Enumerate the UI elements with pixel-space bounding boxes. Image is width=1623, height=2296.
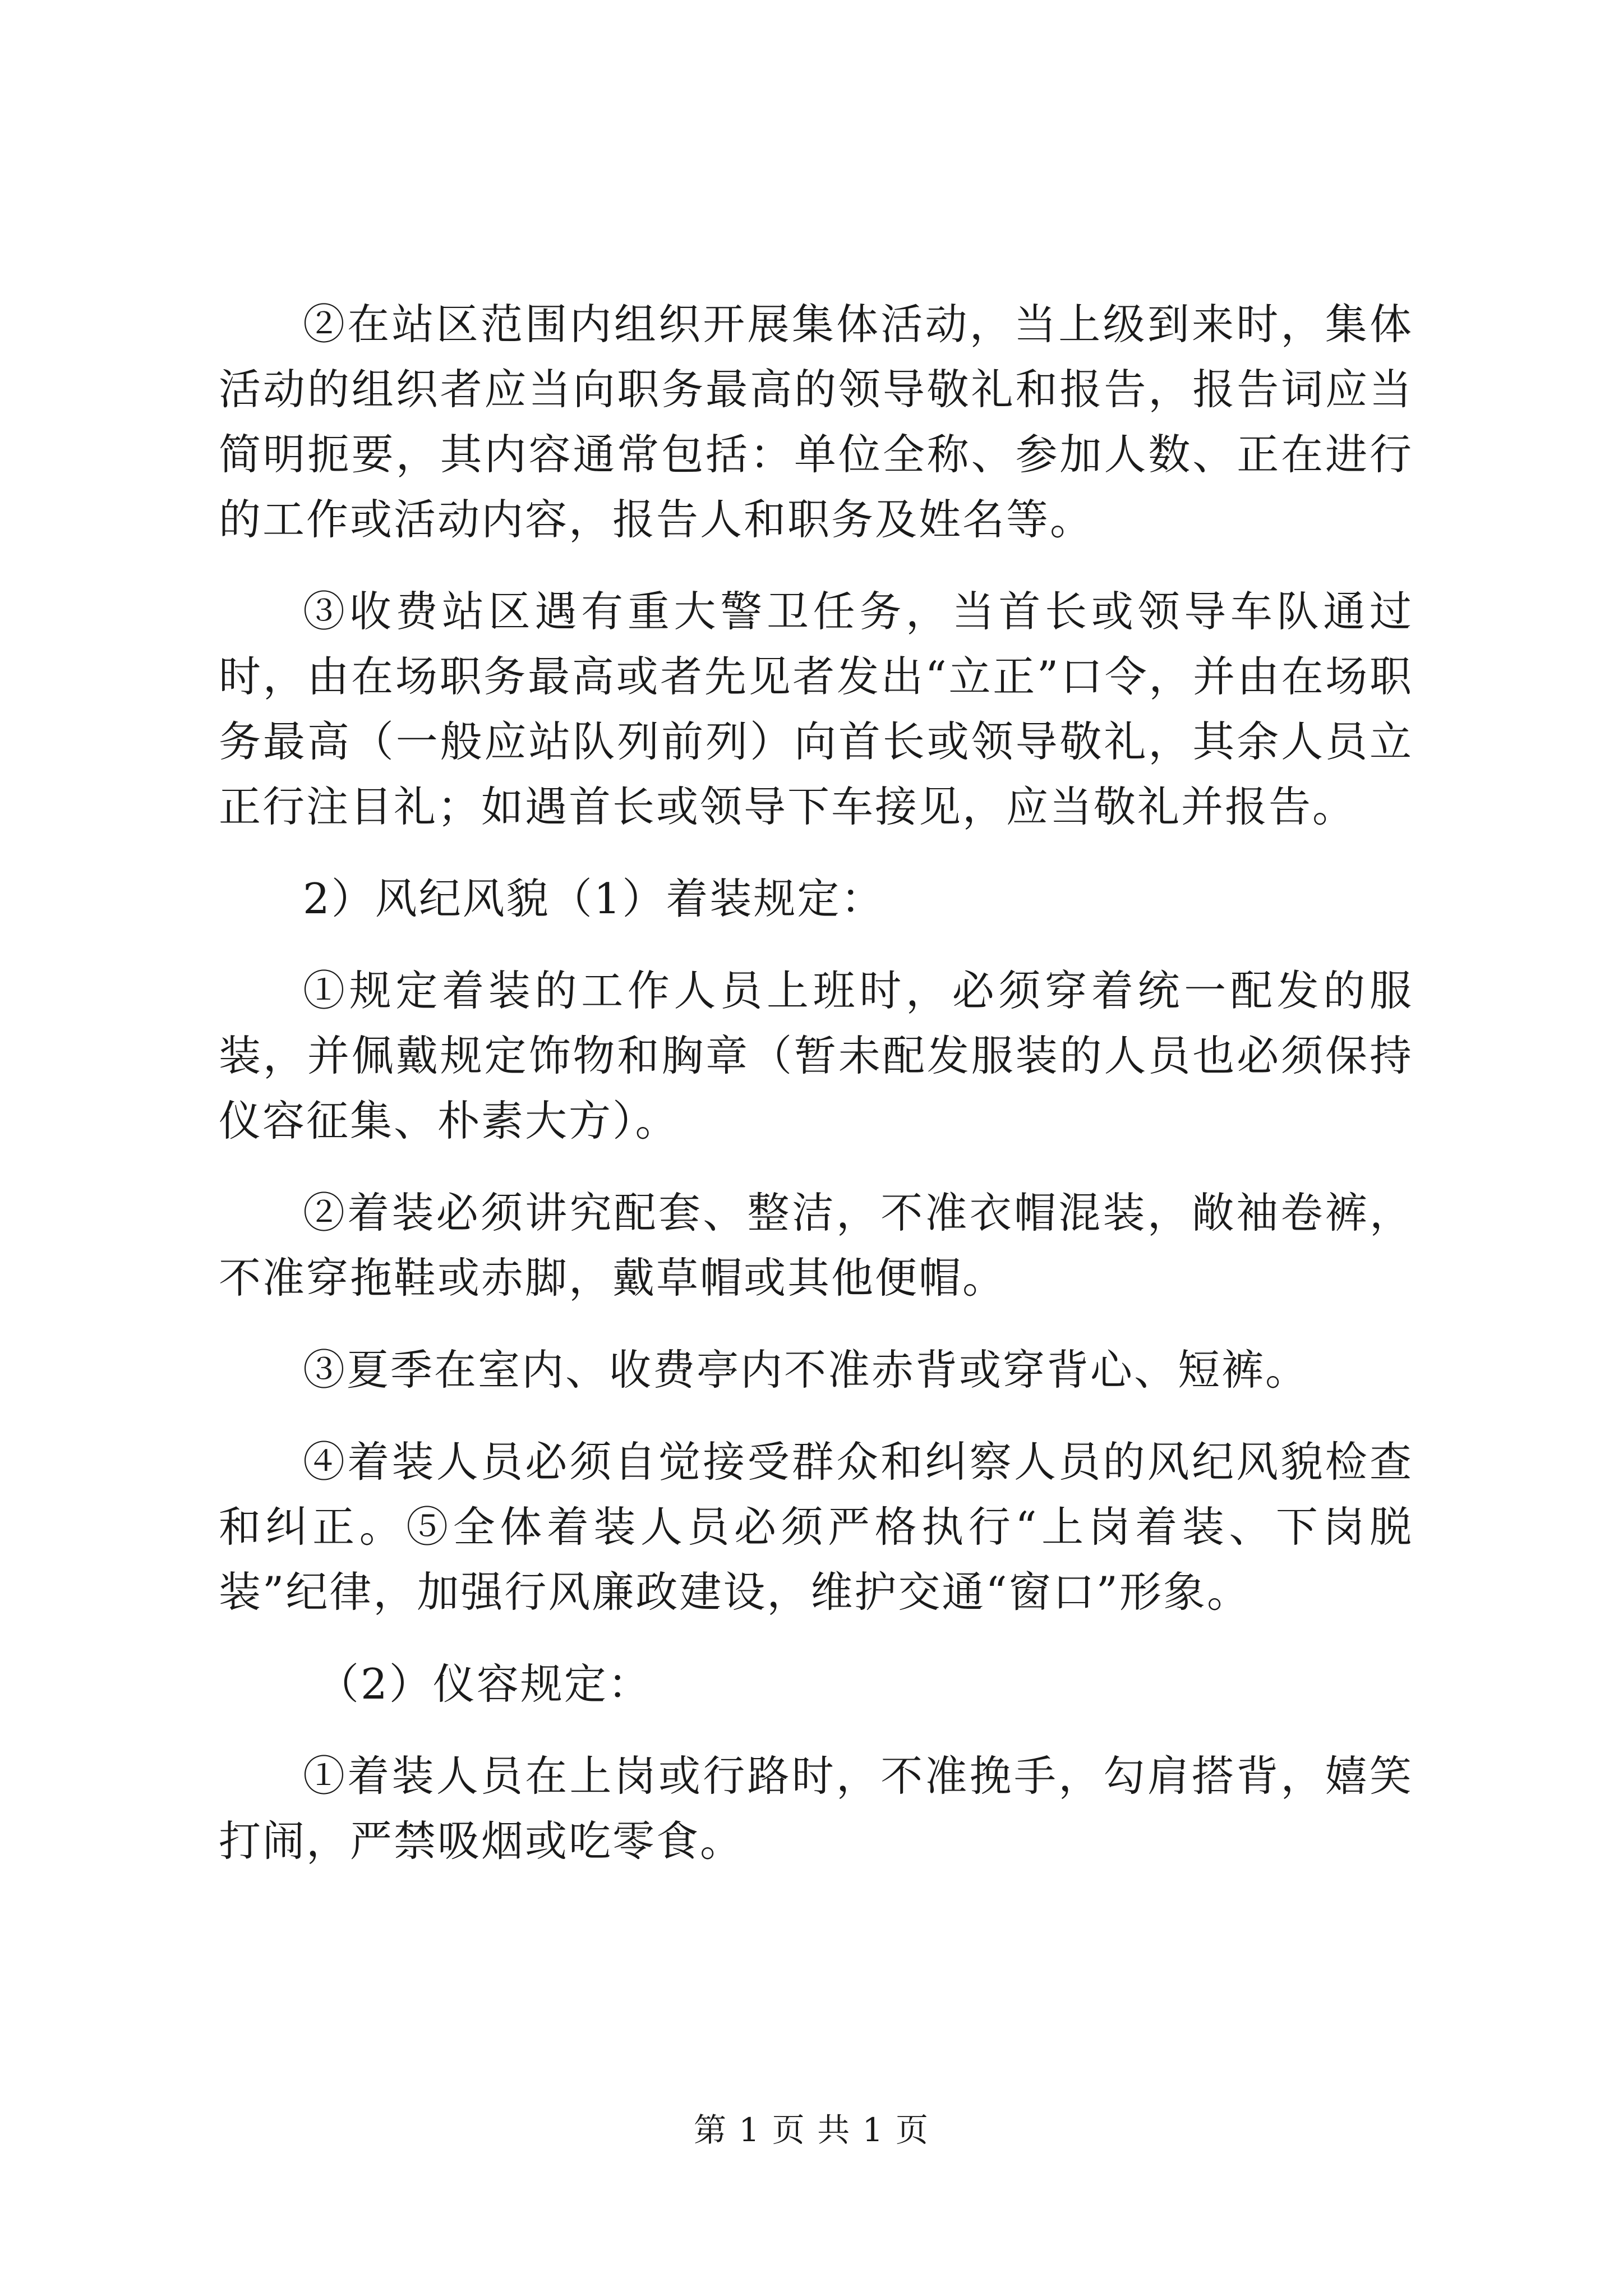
paragraph-inspection-discipline: ④着装人员必须自觉接受群众和纠察人员的风纪风貌检查和纠正。⑤全体着装人员必须严格执行“上岗着装、下岗脱装”纪律，加强行风廉政建设，维护交通“窗口”形象。 — [219, 1437, 1413, 1617]
paragraph-collective-activity-report: ②在站区范围内组织开展集体活动，当上级到来时，集体活动的组织者应当向职务最高的领导敬礼和报告，报告词应当简明扼要，其内容通常包括：单位全称、参加人数、正在进行的工作或活动内容，报告人和职务及姓名等。 — [219, 300, 1413, 544]
page-footer: 第 1 页 共 1 页 — [694, 2111, 929, 2149]
section-heading-dress-code: 2）风纪风貌（1）着装规定： — [303, 874, 885, 923]
document-body — [219, 292, 1413, 1901]
paragraph-security-task-salute: ③收费站区遇有重大警卫任务，当首长或领导车队通过时，由在场职务最高或者先见者发出“立正”口令，并由在场职务最高（一般应站队列前列）向首长或领导敬礼，其余人员立正行注目礼；如遇首长或领导下车接见，应当敬礼并报告。 — [219, 587, 1413, 831]
paragraph-summer-attire: ③夏季在室内、收费亭内不准赤背或穿背心、短裤。 — [303, 1345, 1310, 1395]
section-heading-appearance: （2）仪容规定： — [317, 1659, 652, 1709]
paragraph-conduct-rules: ①着装人员在上岗或行路时，不准挽手，勾肩搭背，嬉笑打闹，严禁吸烟或吃零食。 — [219, 1751, 1413, 1866]
paragraph-uniform-requirement: ①规定着装的工作人员上班时，必须穿着统一配发的服装，并佩戴规定饰物和胸章（暂未配发服装的人员也必须保持仪容征集、朴素大方）。 — [219, 966, 1413, 1145]
paragraph-uniform-neatness: ②着装必须讲究配套、整洁，不准衣帽混装，敞袖卷裤，不准穿拖鞋或赤脚，戴草帽或其他便帽。 — [219, 1188, 1413, 1303]
